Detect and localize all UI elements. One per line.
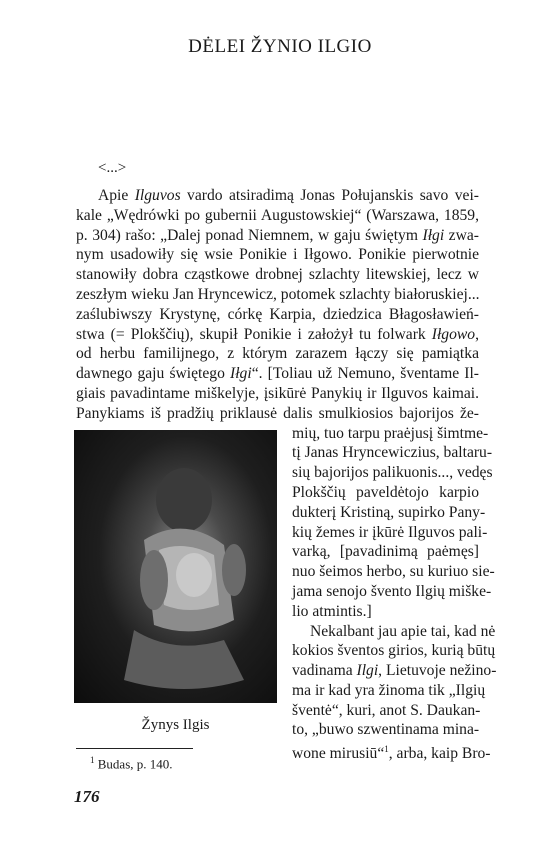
footnote-ref: 1 <box>384 744 389 754</box>
text-line: Plokščių paveldėtojo karpio <box>292 484 479 501</box>
text-line: tį Janas Hryncewiczius, baltaru- <box>292 444 493 461</box>
figure-caption: Žynys Ilgis <box>141 717 210 733</box>
text-line: kių žemes ir įkūrė Ilguvos pali- <box>292 524 488 541</box>
text-line: Nekalbant jau apie tai, kad nė <box>310 623 496 640</box>
figure-photo <box>74 430 277 703</box>
text-line: stwa (= Plokščių), skupił Ponikie i założył tu folwark Iłgowo, <box>76 326 479 343</box>
footnote-divider <box>76 748 193 749</box>
text-line: šventė“, kuri, anot S. Daukan- <box>292 702 481 719</box>
text-line: giais pavadintame miškelyje, įsikūrė Panykių ir Ilguvos kaimai. <box>76 385 479 402</box>
text-line: wone mirusiū“$^1$, arba, kaip Bro- <box>292 744 491 763</box>
text-line: dawnego gaju świętego Iłgi“. [Toliau už Nemuno, šventame Il- <box>76 365 480 382</box>
text-line: nym usadowiły się wsie Ponikie i Iłgowo. Ponikie pierwotnie <box>76 246 479 263</box>
text-line: Panykiams iš pradžių priklausė dalis smulkiosios bajorijos že- <box>76 405 479 422</box>
text-line: Apie Ilguvos vardo atsiradimą Jonas Połujanskis savo vei- <box>98 187 479 204</box>
text-line: vadinama Ilgi, Lietuvoje nežino- <box>292 662 497 679</box>
omission-mark: <...> <box>98 160 127 176</box>
text-line: sių bajorijos palikuonis..., vedęs <box>292 464 493 481</box>
figure-illustration <box>74 430 277 703</box>
text-line: lio atmintis.] <box>292 603 372 620</box>
text-line: kale „Wędrówki po gubernii Augustowskiej“ (Warszawa, 1859, <box>76 207 479 224</box>
text-line: mių, tuo tarpu praėjusį šimtme- <box>292 425 489 442</box>
text-line: dukterį Kristiną, supirko Pany- <box>292 504 486 521</box>
running-head: DĖLEI ŽYNIO ILGIO <box>188 36 372 57</box>
footnote-mark: 1 <box>90 755 95 765</box>
text-line: varką, [pavadinimą paėmęs] <box>292 543 479 560</box>
text-line: zaślubiwszy Krystynę, córkę Karpia, dziedzica Błagosławień- <box>76 306 479 323</box>
text-line: zeszłym wieku Jan Hryncewicz, potomek szlachty białoruskiej... <box>76 286 480 303</box>
text-line: to, „buwo szwentinama mina- <box>292 721 480 738</box>
text-line: nuo šeimos herbo, su kuriuo sie- <box>292 563 495 580</box>
text-line: jama senojo švento Ilgių miške- <box>292 583 492 600</box>
page-number: 176 <box>74 787 100 806</box>
text-line: od herbu familijnego, z którym zarazem łączy się pamiątka <box>76 345 479 362</box>
text-line: kokios šventos girios, kurią būtų <box>292 642 496 659</box>
footnote: $^1$ Budas, p. 140. <box>90 755 173 772</box>
text-line: stanowiły dobra cząstkowe drobnej szlachty litewskiej, lecz w <box>76 266 479 283</box>
text-line: p. 304) rašo: „Dalej ponad Niemnem, w gaju świętym Iłgi zwa- <box>76 227 479 244</box>
text-line: ma ir kad yra žinoma tik „Ilgių <box>292 682 486 699</box>
